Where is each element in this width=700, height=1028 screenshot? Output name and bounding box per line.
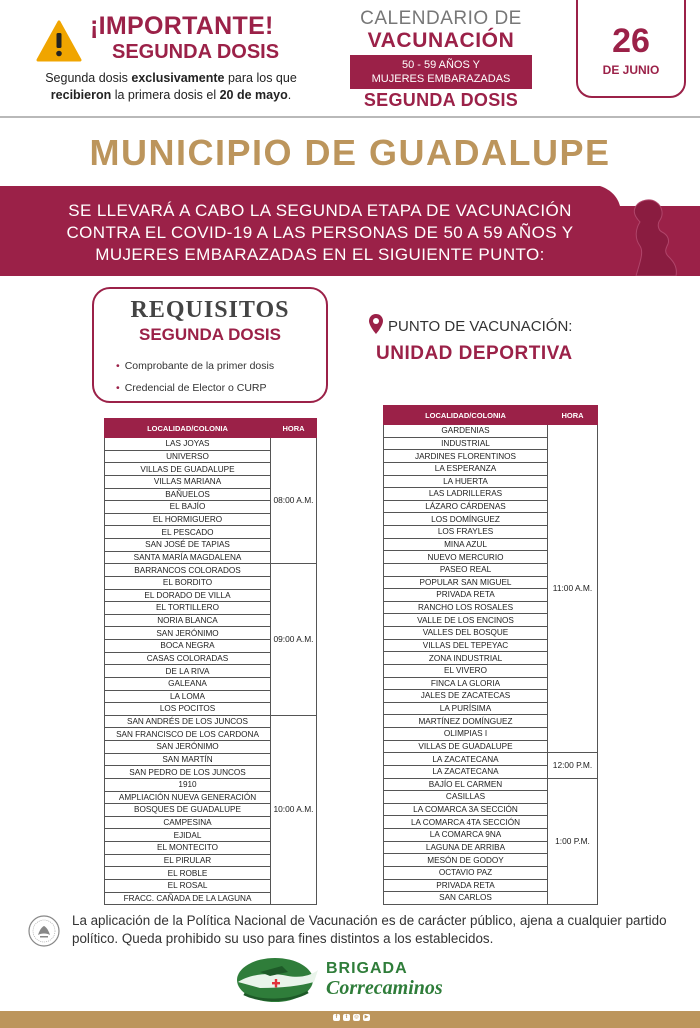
colonia-cell: LAS JOYAS — [105, 438, 271, 451]
colonia-cell: EL TORTILLERO — [105, 602, 271, 615]
colonia-cell: LA PURÍSIMA — [384, 702, 548, 715]
colonia-cell: EJIDAL — [105, 829, 271, 842]
location-pin-icon — [368, 313, 384, 335]
colonia-cell: VILLAS DE GUADALUPE — [384, 740, 548, 753]
column-header-colonia: LOCALIDAD/COLONIA — [384, 406, 548, 425]
colonia-cell: JARDINES FLORENTINOS — [384, 450, 548, 463]
colonia-cell: NORIA BLANCA — [105, 614, 271, 627]
colonia-cell: PASEO REAL — [384, 563, 548, 576]
colonia-cell: UNIVERSO — [105, 450, 271, 463]
requirements-card — [92, 287, 328, 403]
hora-cell: 08:00 A.M. — [271, 438, 317, 564]
colonia-cell: LA ESPERANZA — [384, 462, 548, 475]
colonia-cell: SAN JERÓNIMO — [105, 627, 271, 640]
date-badge — [576, 0, 686, 98]
colonia-cell: 1910 — [105, 778, 271, 791]
colonia-cell: GALEANA — [105, 677, 271, 690]
colonia-cell: EL HORMIGUERO — [105, 513, 271, 526]
colonia-cell: EL VIVERO — [384, 664, 548, 677]
colonia-cell: CAMPESINA — [105, 816, 271, 829]
colonia-cell: CASILLAS — [384, 791, 548, 804]
colonia-cell: MESÓN DE GODOY — [384, 854, 548, 867]
table-row — [384, 753, 598, 766]
colonia-cell: VILLAS DE GUADALUPE — [105, 463, 271, 476]
colonia-cell: PRIVADA RETA — [384, 879, 548, 892]
colonia-cell: PRIVADA RETA — [384, 589, 548, 602]
important-note: Segunda dosis exclusivamente para los que recibieron la primera dosis el 20 de mayo. — [45, 71, 297, 102]
colonia-cell: VALLES DEL BOSQUE — [384, 627, 548, 640]
colonia-cell: LOS FRAYLES — [384, 526, 548, 539]
colonia-cell: VALLE DE LOS ENCINOS — [384, 614, 548, 627]
colonia-cell: SAN FRANCISCO DE LOS CARDONA — [105, 728, 271, 741]
colonia-cell: BAÑUELOS — [105, 488, 271, 501]
date-day: 26 — [612, 22, 650, 60]
announcement-text — [20, 200, 620, 266]
colonia-cell: LOS DOMÍNGUEZ — [384, 513, 548, 526]
colonia-cell: SANTA MARÍA MAGDALENA — [105, 551, 271, 564]
brigada-correcaminos-logo-icon — [230, 952, 320, 1008]
column-header-hora: HORA — [548, 406, 598, 425]
requirements-title: REQUISITOS — [130, 297, 290, 323]
colonia-cell: MINA AZUL — [384, 538, 548, 551]
brand-line-1: BRIGADA — [326, 960, 408, 977]
facebook-icon[interactable]: f — [333, 1014, 340, 1021]
table-row — [105, 438, 317, 451]
colonia-cell: EL BAJÍO — [105, 501, 271, 514]
colonia-cell: EL ROBLE — [105, 867, 271, 880]
announcement-line-1: SE LLEVARÁ A CABO LA SEGUNDA ETAPA DE VACUNACIÓN — [68, 201, 572, 220]
colonia-cell: LAS LADRILLERAS — [384, 488, 548, 501]
colonia-cell: EL PESCADO — [105, 526, 271, 539]
brand-line-2: Correcaminos — [326, 977, 443, 999]
calendar-title: CALENDARIO DE — [360, 8, 522, 29]
requirement-item: • Credencial de Elector o CURP — [116, 377, 274, 399]
colonia-cell: EL MONTECITO — [105, 842, 271, 855]
important-subtitle: SEGUNDA DOSIS — [112, 41, 280, 63]
colonia-cell: EL PIRULAR — [105, 854, 271, 867]
colonia-cell: LAGUNA DE ARRIBA — [384, 841, 548, 854]
date-month: DE JUNIO — [602, 63, 660, 77]
colonia-cell: LOS POCITOS — [105, 703, 271, 716]
hora-cell: 11:00 A.M. — [548, 425, 598, 753]
twitter-icon[interactable]: t — [343, 1014, 350, 1021]
column-header-colonia: LOCALIDAD/COLONIA — [105, 419, 271, 438]
colonia-cell: SAN JERÓNIMO — [105, 741, 271, 754]
colonia-cell: OCTAVIO PAZ — [384, 866, 548, 879]
table-row — [384, 425, 598, 438]
requirements-subtitle: SEGUNDA DOSIS — [138, 325, 281, 344]
requirement-item: • Comprobante de la primer dosis — [116, 355, 274, 377]
colonia-cell: LA COMARCA 3A SECCIÓN — [384, 803, 548, 816]
colonia-cell: RANCHO LOS ROSALES — [384, 601, 548, 614]
mexico-seal-icon — [28, 915, 60, 947]
colonia-cell: SAN JOSÉ DE TAPIAS — [105, 539, 271, 552]
colonia-cell: EL DORADO DE VILLA — [105, 589, 271, 602]
schedule-table-right — [383, 405, 598, 905]
colonia-cell: LA COMARCA 4TA SECCIÓN — [384, 816, 548, 829]
colonia-cell: CASAS COLORADAS — [105, 652, 271, 665]
colonia-cell: AMPLIACIÓN NUEVA GENERACIÓN — [105, 791, 271, 804]
colonia-cell: SAN CARLOS — [384, 892, 548, 905]
colonia-cell: FINCA LA GLORIA — [384, 677, 548, 690]
colonia-cell: EL ROSAL — [105, 879, 271, 892]
colonia-cell: LA LOMA — [105, 690, 271, 703]
table-row — [384, 778, 598, 791]
colonia-cell: POPULAR SAN MIGUEL — [384, 576, 548, 589]
colonia-cell: VILLAS DEL TEPEYAC — [384, 639, 548, 652]
requirements-list — [116, 355, 274, 399]
dose-label: SEGUNDA DOSIS — [363, 90, 519, 110]
age-group-box — [350, 55, 532, 89]
youtube-icon[interactable]: ▶ — [364, 1014, 369, 1020]
colonia-cell: GARDENIAS — [384, 425, 548, 438]
age-line-2: MUJERES EMBARAZADAS — [371, 73, 511, 85]
hora-cell: 09:00 A.M. — [271, 564, 317, 716]
colonia-cell: SAN PEDRO DE LOS JUNCOS — [105, 766, 271, 779]
warning-icon — [36, 20, 82, 62]
colonia-cell: LA COMARCA 9NA — [384, 829, 548, 842]
colonia-cell: ZONA INDUSTRIAL — [384, 652, 548, 665]
colonia-cell: JALES DE ZACATECAS — [384, 690, 548, 703]
colonia-cell: INDUSTRIAL — [384, 437, 548, 450]
colonia-cell: SAN ANDRÉS DE LOS JUNCOS — [105, 715, 271, 728]
vaccination-point-name: UNIDAD DEPORTIVA — [376, 343, 573, 364]
hora-cell: 10:00 A.M. — [271, 715, 317, 904]
disclaimer-text: La aplicación de la Política Nacional de Vacunación es de carácter público, ajena a cualquier partido político. Queda prohibido su uso para fines distintos a los establecidos. — [72, 913, 667, 946]
hora-cell: 1:00 P.M. — [548, 778, 598, 904]
colonia-cell: LA HUERTA — [384, 475, 548, 488]
colonia-cell: MARTÍNEZ DOMÍNGUEZ — [384, 715, 548, 728]
colonia-cell: VILLAS MARIANA — [105, 475, 271, 488]
social-icons — [333, 1014, 370, 1021]
vaccination-point-label: PUNTO DE VACUNACIÓN: — [388, 318, 573, 335]
table-row — [105, 715, 317, 728]
calendar-title-vacunacion: VACUNACIÓN — [367, 29, 515, 52]
municipality-title: MUNICIPIO DE GUADALUPE — [89, 132, 611, 173]
colonia-cell: OLIMPIAS I — [384, 728, 548, 741]
colonia-cell: BOCA NEGRA — [105, 640, 271, 653]
colonia-cell: BAJÍO EL CARMEN — [384, 778, 548, 791]
colonia-cell: EL BORDITO — [105, 576, 271, 589]
hora-cell: 12:00 P.M. — [548, 753, 598, 778]
announcement-line-2: CONTRA EL COVID-19 A LAS PERSONAS DE 50 A 59 AÑOS Y — [66, 223, 574, 242]
instagram-icon[interactable]: ◎ — [354, 1014, 359, 1020]
colonia-cell: NUEVO MERCURIO — [384, 551, 548, 564]
colonia-cell: BARRANCOS COLORADOS — [105, 564, 271, 577]
column-header-hora: HORA — [271, 419, 317, 438]
colonia-cell: LÁZARO CÁRDENAS — [384, 500, 548, 513]
important-title: ¡IMPORTANTE! — [90, 12, 274, 40]
colonia-cell: BOSQUES DE GUADALUPE — [105, 804, 271, 817]
colonia-cell: FRACC. CAÑADA DE LA LAGUNA — [105, 892, 271, 905]
header — [0, 0, 700, 118]
announcement-line-3: MUJERES EMBARAZADAS EN EL SIGUIENTE PUNTO: — [95, 245, 545, 264]
table-row — [105, 564, 317, 577]
colonia-cell: DE LA RIVA — [105, 665, 271, 678]
age-line-1: 50 - 59 AÑOS Y — [401, 59, 481, 71]
colonia-cell: LA ZACATECANA — [384, 753, 548, 766]
colonia-cell: SAN MARTÍN — [105, 753, 271, 766]
schedule-table-left — [104, 418, 317, 905]
colonia-cell: LA ZACATECANA — [384, 765, 548, 778]
